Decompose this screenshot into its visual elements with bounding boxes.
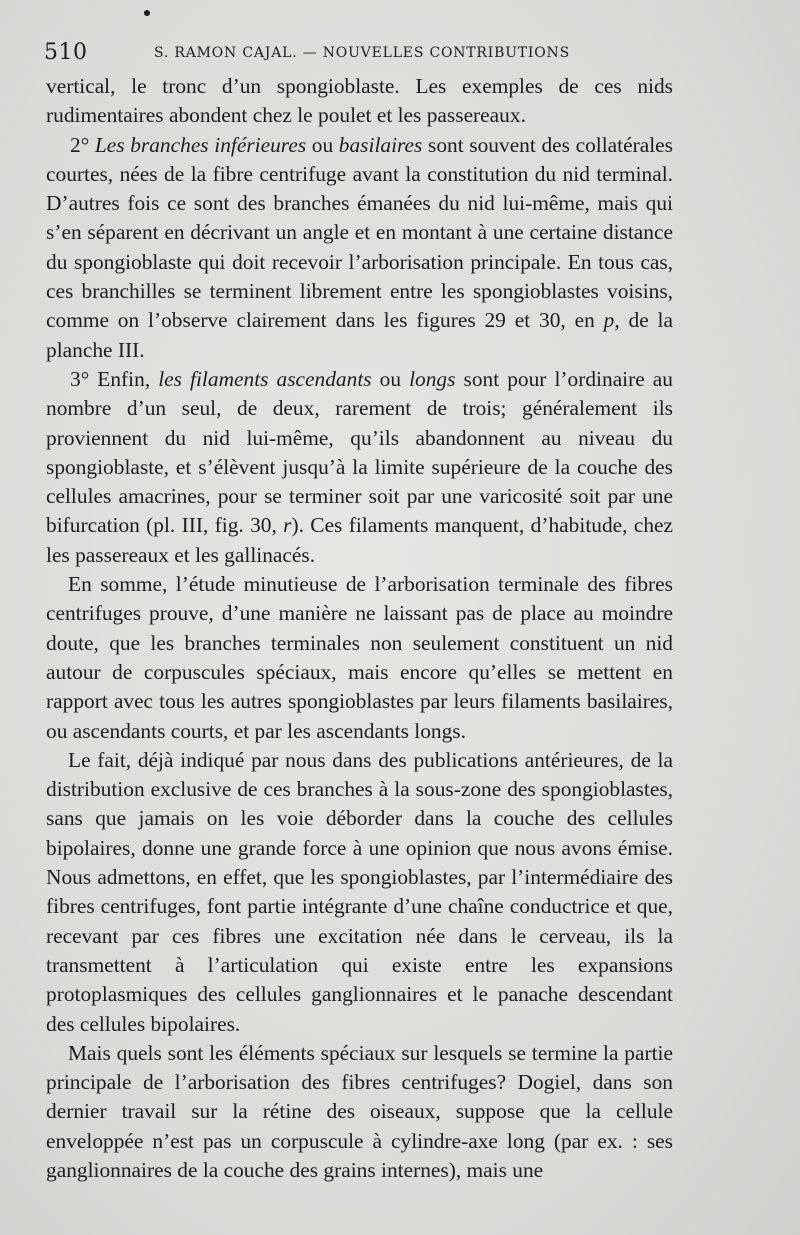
italic-letter: r	[283, 513, 292, 538]
paragraph-lead: 2°	[70, 132, 95, 157]
paragraph-text: sont pour l’ordinaire au nombre d’un seul, de deux, rarement de trois; généralement ils proviennent du nid lui-même, qu’ils abandonnent au niveau du spongioblaste, et s’élèvent jusqu’à la limite supérieure de la couche des cellules amacrines, pour se terminer soit par une varicosité soit par une bifurcation (pl. III, fig. 30,	[46, 366, 673, 538]
running-title: S. RAMON CAJAL. — NOUVELLES CONTRIBUTIONS	[154, 45, 570, 61]
paragraph-lead: 3° Enfin,	[70, 366, 159, 391]
italic-term: les filaments ascendants	[158, 366, 372, 391]
paragraph-2	[46, 131, 673, 365]
paragraph-text: ). Ces filaments manquent, d’habitude, chez les passereaux et les gallinacés.	[46, 513, 673, 567]
paragraph-4	[46, 570, 673, 746]
paragraph-text: sont souvent des collatérales courtes, nées de la fibre centrifuge avant la constitution du nid terminal. D’autres fois ce sont des branches émanées du nid lui-même, mais qui s’en séparent en décrivant un angle et en montant à une certaine distance du spongioblaste qui doit recevoir l’arborisation principale. En tous cas, ces branchilles se terminent librement entre les spongioblastes voisins, comme on l’observe clairement dans les figures 29 et 30, en	[46, 132, 673, 333]
paragraph-6	[46, 1039, 673, 1185]
paragraph-text: Mais quels sont les éléments spéciaux sur lesquels se termine la partie principale de l’arborisation des fibres centrifuges? Dogiel, dans son dernier travail sur la rétine des oiseaux, suppose que la cellule enveloppée n’est pas un corpuscule à cylindre-axe long (par ex. : ses ganglionnaires de la couche des grains internes), mais une	[46, 1040, 673, 1182]
paragraph-5	[46, 746, 673, 1039]
italic-letter: p	[603, 308, 615, 333]
paragraph-text: ou	[371, 366, 410, 391]
paragraph-text: Le fait, déjà indiqué par nous dans des publications antérieures, de la distribution exclusive de ces branches à la sous-zone des spongioblastes, sans que jamais on les voie déborder dans la couche des cellules bipolaires, donne une grande force à une opinion que nous avons émise. Nous admettons, en effet, que les spongioblastes, par l’intermédiaire des fibres centrifuges, font partie intégrante d’une chaîne conductrice et que, recevant par ces fibres une excitation née dans le cerveau, ils la transmettent à l’articulation qui existe entre les expansions protoplasmiques des cellules ganglionnaires et le panache descendant des cellules bipolaires.	[46, 747, 673, 1036]
italic-term: basilaires	[338, 132, 423, 157]
body-text	[46, 72, 673, 1185]
paragraph-text: , de la planche III.	[46, 308, 673, 362]
paragraph-text: vertical, le tronc d’un spongioblaste. Les exemples de ces nids rudimentaires abondent chez le poulet et les passereaux.	[46, 74, 673, 128]
paragraph-text: ou	[306, 132, 339, 157]
running-header	[44, 40, 664, 66]
italic-term: longs	[409, 366, 456, 391]
paragraph-text: En somme, l’étude minutieuse de l’arborisation terminale des fibres centrifuges prouve, d’une manière ne laissant pas de place au moindre doute, que les branches terminales non seulement constituent un nid autour de corpuscules spéciaux, mais encore qu’elles se mettent en rapport avec tous les autres spongioblastes par leurs filaments basilaires, ou ascendants courts, et par les ascendants longs.	[46, 572, 673, 743]
italic-term: Les branches inférieures	[94, 132, 307, 157]
paragraph-1	[46, 72, 673, 131]
ink-dot	[144, 10, 150, 16]
page-number: 510	[44, 40, 88, 65]
paragraph-3	[46, 365, 673, 570]
